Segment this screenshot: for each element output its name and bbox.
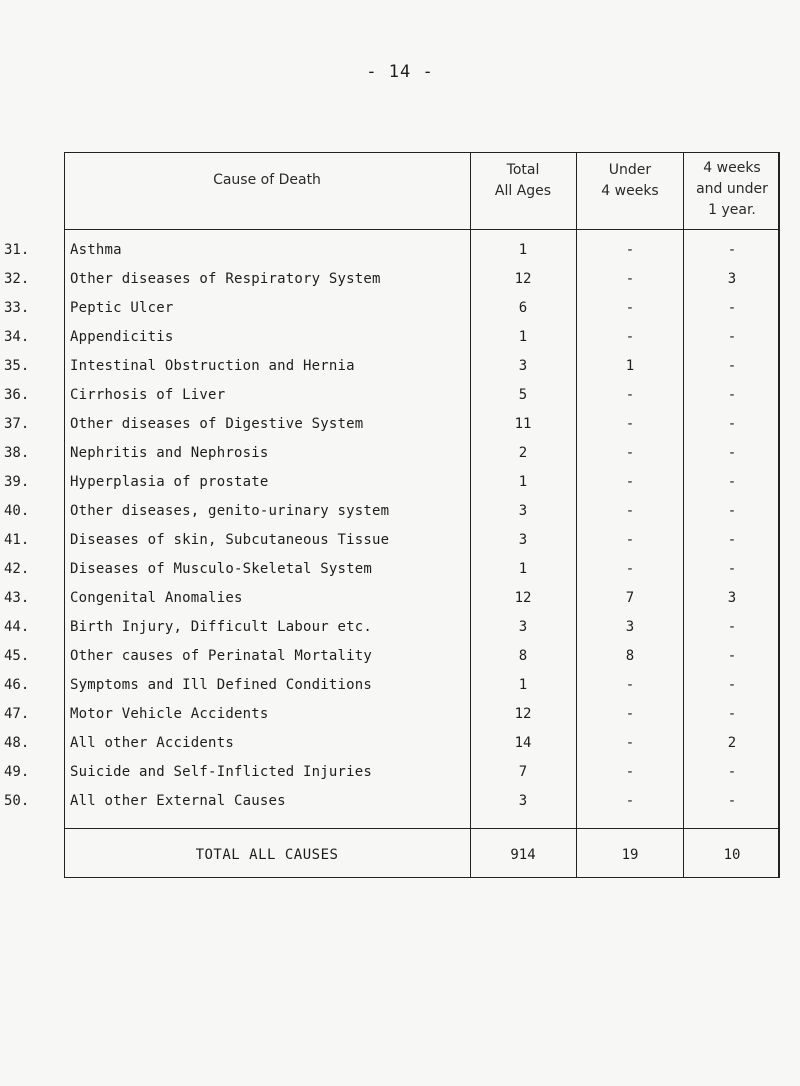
- row-number: 47.: [4, 706, 30, 722]
- row-under-4-weeks: -: [625, 300, 635, 316]
- table-row: [0, 646, 800, 675]
- row-under-4-weeks: -: [625, 503, 635, 519]
- row-cause: Other causes of Perinatal Mortality: [70, 648, 373, 664]
- table-row: [0, 327, 800, 356]
- row-total: 5: [518, 387, 528, 403]
- row-total: 1: [518, 242, 528, 258]
- row-number: 49.: [4, 764, 30, 780]
- row-total: 1: [518, 474, 528, 490]
- row-under-4-weeks: -: [625, 764, 635, 780]
- row-cause: Other diseases of Respiratory System: [70, 271, 381, 287]
- row-number: 42.: [4, 561, 30, 577]
- row-total: 8: [518, 648, 528, 664]
- row-cause: Other diseases of Digestive System: [70, 416, 364, 432]
- row-4-weeks-under-1-year: -: [727, 503, 737, 519]
- header-rule: [64, 229, 780, 230]
- row-number: 39.: [4, 474, 30, 490]
- table-row: [0, 588, 800, 617]
- row-number: 50.: [4, 793, 30, 809]
- row-number: 32.: [4, 271, 30, 287]
- row-under-4-weeks: -: [625, 271, 635, 287]
- row-number: 31.: [4, 242, 30, 258]
- row-4-weeks-under-1-year: 3: [727, 590, 737, 606]
- row-under-4-weeks: -: [625, 387, 635, 403]
- row-cause: Cirrhosis of Liver: [70, 387, 226, 403]
- table-row: [0, 240, 800, 269]
- row-cause: Motor Vehicle Accidents: [70, 706, 269, 722]
- row-number: 34.: [4, 329, 30, 345]
- row-number: 37.: [4, 416, 30, 432]
- row-under-4-weeks: 3: [625, 619, 635, 635]
- row-cause: Hyperplasia of prostate: [70, 474, 269, 490]
- row-cause: Suicide and Self-Inflicted Injuries: [70, 764, 373, 780]
- table-row: [0, 762, 800, 791]
- table-row: [0, 385, 800, 414]
- total-rule-bottom: [64, 877, 780, 878]
- row-total: 7: [518, 764, 528, 780]
- table-row: [0, 791, 800, 820]
- row-4-weeks-under-1-year: -: [727, 561, 737, 577]
- row-cause: Asthma: [70, 242, 122, 258]
- table-row: [0, 414, 800, 443]
- row-cause: Symptoms and Ill Defined Conditions: [70, 677, 373, 693]
- table-row: [0, 617, 800, 646]
- header-total-line2: All Ages: [494, 183, 552, 199]
- table-row: [0, 704, 800, 733]
- table-row: [0, 530, 800, 559]
- row-4-weeks-under-1-year: -: [727, 619, 737, 635]
- header-4weeks: [684, 158, 780, 221]
- header-cause-label: Cause of Death: [213, 172, 321, 188]
- row-4-weeks-under-1-year: -: [727, 445, 737, 461]
- row-cause: Diseases of Musculo-Skeletal System: [70, 561, 373, 577]
- header-total: [470, 160, 576, 202]
- row-cause: Birth Injury, Difficult Labour etc.: [70, 619, 373, 635]
- header-4weeks-line2: and under: [696, 181, 768, 197]
- row-total: 1: [518, 561, 528, 577]
- table-row: [0, 733, 800, 762]
- row-cause: Peptic Ulcer: [70, 300, 174, 316]
- row-4-weeks-under-1-year: 2: [727, 735, 737, 751]
- total-label: TOTAL ALL CAUSES: [195, 847, 339, 863]
- row-under-4-weeks: 1: [625, 358, 635, 374]
- row-total: 3: [518, 532, 528, 548]
- row-number: 48.: [4, 735, 30, 751]
- row-total: 1: [518, 677, 528, 693]
- row-under-4-weeks: -: [625, 329, 635, 345]
- row-cause: All other Accidents: [70, 735, 234, 751]
- row-4-weeks-under-1-year: -: [727, 677, 737, 693]
- header-total-line1: Total: [506, 162, 540, 178]
- row-4-weeks-under-1-year: -: [727, 474, 737, 490]
- row-total: 3: [518, 793, 528, 809]
- row-cause: Congenital Anomalies: [70, 590, 243, 606]
- row-4-weeks-under-1-year: -: [727, 387, 737, 403]
- row-under-4-weeks: -: [625, 445, 635, 461]
- row-total: 12: [514, 590, 532, 606]
- row-4-weeks-under-1-year: -: [727, 416, 737, 432]
- row-under-4-weeks: -: [625, 561, 635, 577]
- table-row: [0, 472, 800, 501]
- row-total: 6: [518, 300, 528, 316]
- header-4weeks-line3: 1 year.: [708, 202, 756, 218]
- row-cause: Other diseases, genito-urinary system: [70, 503, 390, 519]
- table-row: [0, 675, 800, 704]
- row-number: 41.: [4, 532, 30, 548]
- row-4-weeks-under-1-year: -: [727, 648, 737, 664]
- table-row: [0, 269, 800, 298]
- row-under-4-weeks: -: [625, 242, 635, 258]
- table-row: [0, 298, 800, 327]
- row-total: 3: [518, 503, 528, 519]
- table-row: [0, 443, 800, 472]
- row-total: 11: [514, 416, 532, 432]
- row-total: 3: [518, 358, 528, 374]
- total-rule-top: [64, 828, 780, 829]
- row-under-4-weeks: -: [625, 793, 635, 809]
- row-number: 45.: [4, 648, 30, 664]
- total-under-4-weeks: 19: [621, 847, 639, 863]
- row-cause: Intestinal Obstruction and Hernia: [70, 358, 355, 374]
- row-total: 1: [518, 329, 528, 345]
- row-under-4-weeks: -: [625, 706, 635, 722]
- row-4-weeks-under-1-year: -: [727, 300, 737, 316]
- row-under-4-weeks: 7: [625, 590, 635, 606]
- row-total: 12: [514, 271, 532, 287]
- row-cause: Nephritis and Nephrosis: [70, 445, 269, 461]
- row-4-weeks-under-1-year: -: [727, 706, 737, 722]
- header-under4-line2: 4 weeks: [601, 183, 659, 199]
- row-total: 2: [518, 445, 528, 461]
- row-number: 33.: [4, 300, 30, 316]
- table-row: [0, 501, 800, 530]
- header-under4-line1: Under: [608, 162, 652, 178]
- row-under-4-weeks: -: [625, 416, 635, 432]
- row-number: 46.: [4, 677, 30, 693]
- header-cause: [64, 170, 470, 191]
- row-4-weeks-under-1-year: -: [727, 764, 737, 780]
- row-total: 14: [514, 735, 532, 751]
- row-under-4-weeks: 8: [625, 648, 635, 664]
- row-number: 43.: [4, 590, 30, 606]
- row-under-4-weeks: -: [625, 735, 635, 751]
- total-all-ages: 914: [510, 847, 536, 863]
- row-cause: Diseases of skin, Subcutaneous Tissue: [70, 532, 390, 548]
- row-number: 36.: [4, 387, 30, 403]
- row-under-4-weeks: -: [625, 532, 635, 548]
- row-4-weeks-under-1-year: 3: [727, 271, 737, 287]
- row-4-weeks-under-1-year: -: [727, 329, 737, 345]
- row-number: 40.: [4, 503, 30, 519]
- table-row: [0, 559, 800, 588]
- row-cause: All other External Causes: [70, 793, 286, 809]
- row-4-weeks-under-1-year: -: [727, 793, 737, 809]
- row-number: 35.: [4, 358, 30, 374]
- row-number: 38.: [4, 445, 30, 461]
- page-number: - 14 -: [366, 62, 434, 82]
- row-under-4-weeks: -: [625, 677, 635, 693]
- row-total: 12: [514, 706, 532, 722]
- row-4-weeks-under-1-year: -: [727, 532, 737, 548]
- header-under4: [577, 160, 683, 202]
- header-4weeks-line1: 4 weeks: [703, 160, 761, 176]
- total-4-weeks-under-1-year: 10: [723, 847, 741, 863]
- row-4-weeks-under-1-year: -: [727, 358, 737, 374]
- table-row: [0, 356, 800, 385]
- row-total: 3: [518, 619, 528, 635]
- row-under-4-weeks: -: [625, 474, 635, 490]
- row-4-weeks-under-1-year: -: [727, 242, 737, 258]
- row-cause: Appendicitis: [70, 329, 174, 345]
- row-number: 44.: [4, 619, 30, 635]
